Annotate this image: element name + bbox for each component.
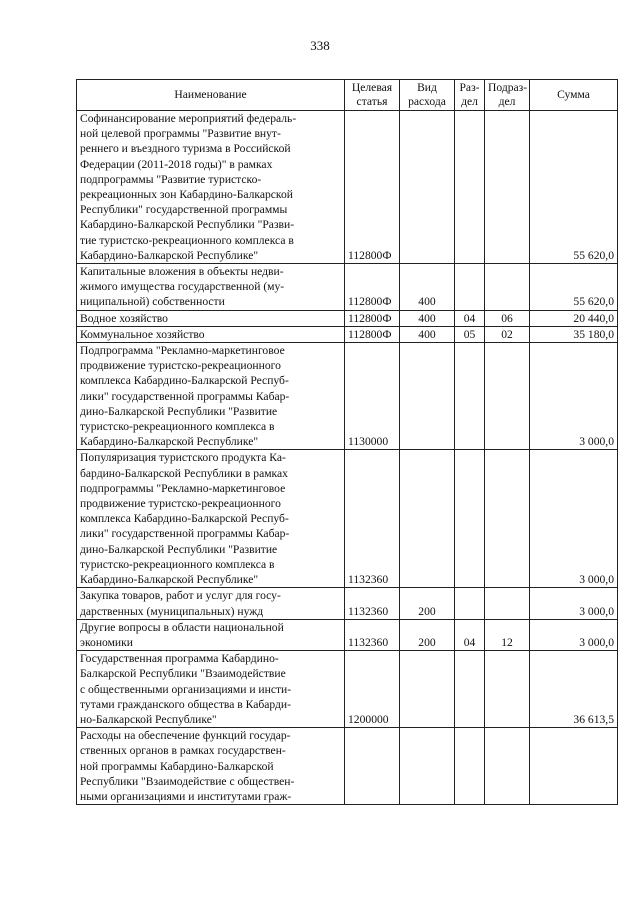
cell-subsection — [485, 651, 530, 728]
cell-subsection — [485, 343, 530, 450]
cell-sum — [530, 450, 618, 588]
cell-target — [345, 310, 400, 326]
table-row — [77, 310, 618, 326]
cell-type — [400, 264, 455, 311]
cell-sum — [530, 310, 618, 326]
cell-sum-text: 3 000,0 — [579, 573, 614, 587]
cell-subsection-text: 06 — [501, 311, 513, 325]
cell-section-text: 04 — [463, 635, 476, 649]
cell-subsection — [485, 111, 530, 264]
cell-section-text: 04 — [463, 311, 476, 325]
cell-name-text: Софинансирование мероприятий федераль- ной целевой программы "Развитие внут- реннего и въездного туризма в Российской Федерации (2011-2018 годы)" в рамках подпрограммы "Развитие туристско- рекреационных зон Кабардино-Балкарской Республики" государственной программы Кабардино-Балкарской Республики "Разви- тие туристско-рекреационного комплекса в Кабардино-Балкарской Республике" — [80, 112, 297, 262]
cell-name-text: Расходы на обеспечение функций государ- ственных органов в рамках государствен- ной программы Кабардино-Балкарской Республики "Взаимодействие с обществен- ными организациями и институтами граж- — [80, 729, 295, 803]
cell-type — [400, 310, 455, 326]
cell-sum — [530, 326, 618, 342]
cell-section — [455, 111, 485, 264]
cell-type-text: 200 — [418, 604, 436, 618]
cell-name — [77, 326, 345, 342]
cell-target-text: 1132360 — [348, 635, 389, 649]
table-header-row — [77, 80, 618, 111]
cell-type — [400, 619, 455, 650]
cell-target — [345, 651, 400, 728]
cell-name — [77, 728, 345, 805]
cell-name-text: Коммунальное хозяйство — [80, 327, 205, 341]
cell-target — [345, 588, 400, 619]
cell-subsection — [485, 326, 530, 342]
cell-type-text: 200 — [418, 635, 436, 649]
cell-type-text: 400 — [418, 327, 436, 341]
table-row — [77, 450, 618, 588]
cell-section — [455, 588, 485, 619]
table-row — [77, 728, 618, 805]
cell-name — [77, 264, 345, 311]
cell-subsection-text: 12 — [501, 635, 513, 649]
cell-type-text: 400 — [418, 311, 436, 325]
table-row — [77, 343, 618, 450]
table-row — [77, 111, 618, 264]
cell-name — [77, 619, 345, 650]
cell-sum-text: 55 620,0 — [573, 295, 614, 309]
cell-target-text: 112800Ф — [348, 311, 392, 325]
cell-section — [455, 343, 485, 450]
page-number: 338 — [310, 38, 330, 53]
cell-sum-text: 55 620,0 — [573, 248, 614, 262]
cell-sum-text: 35 180,0 — [573, 327, 614, 341]
cell-name — [77, 111, 345, 264]
cell-name-text: Водное хозяйство — [80, 311, 168, 325]
cell-target — [345, 450, 400, 588]
cell-target-text: 112800Ф — [348, 295, 392, 309]
cell-subsection — [485, 728, 530, 805]
cell-type — [400, 450, 455, 588]
cell-target — [345, 264, 400, 311]
cell-type — [400, 728, 455, 805]
cell-sum — [530, 264, 618, 311]
cell-subsection — [485, 310, 530, 326]
cell-subsection — [485, 450, 530, 588]
cell-name-text: Государственная программа Кабардино- Балкарской Республики "Взаимодействие с общественными организациями и инсти- тутами гражданского общества в Кабарди- но-Балкарской Республике" — [80, 652, 292, 726]
table-row — [77, 588, 618, 619]
header-sum: Сумма — [530, 80, 618, 111]
cell-subsection — [485, 588, 530, 619]
cell-type — [400, 111, 455, 264]
cell-target — [345, 728, 400, 805]
cell-name — [77, 588, 345, 619]
cell-sum-text: 3 000,0 — [579, 435, 614, 449]
header-type: Вид расхода — [400, 80, 455, 111]
cell-subsection — [485, 619, 530, 650]
budget-table — [76, 79, 618, 805]
cell-sum-text: 3 000,0 — [579, 635, 614, 649]
cell-section — [455, 728, 485, 805]
cell-section — [455, 326, 485, 342]
cell-type-text: 400 — [418, 295, 436, 309]
cell-name-text: Популяризация туристского продукта Ка- бардино-Балкарской Республики в рамках подпрограммы "Рекламно-маркетинговое продвижение туристско-рекреационного комплекса Кабардино-Балкарской Респуб- лики" государственной программы Кабар- дино-Балкарской Республики "Развитие туристско-рекреационного комплекса в Кабардино-Балкарской Республике" — [80, 451, 290, 587]
cell-name — [77, 310, 345, 326]
cell-target-text: 1130000 — [348, 435, 389, 449]
table-row — [77, 264, 618, 311]
cell-type — [400, 343, 455, 450]
cell-type — [400, 588, 455, 619]
cell-type — [400, 651, 455, 728]
cell-section-text: 05 — [463, 327, 476, 341]
cell-target — [345, 619, 400, 650]
header-name: Наименование — [77, 80, 345, 111]
cell-subsection — [485, 264, 530, 311]
cell-target — [345, 111, 400, 264]
cell-sum-text: 36 613,5 — [573, 712, 614, 726]
cell-sum — [530, 728, 618, 805]
cell-name — [77, 450, 345, 588]
cell-section — [455, 450, 485, 588]
cell-section — [455, 310, 485, 326]
header-section: Раз- дел — [455, 80, 485, 111]
cell-target-text: 1132360 — [348, 604, 389, 618]
cell-sum — [530, 619, 618, 650]
table-row — [77, 326, 618, 342]
cell-target-text: 1200000 — [348, 712, 389, 726]
cell-target-text: 112800Ф — [348, 248, 392, 262]
header-target: Целевая статья — [345, 80, 400, 111]
cell-name — [77, 343, 345, 450]
cell-section — [455, 651, 485, 728]
cell-section — [455, 619, 485, 650]
cell-target-text: 1132360 — [348, 573, 389, 587]
cell-name-text: Закупка товаров, работ и услуг для госу- дарственных (муниципальных) нужд — [80, 589, 281, 618]
cell-subsection-text: 02 — [501, 327, 513, 341]
cell-sum-text: 3 000,0 — [579, 604, 614, 618]
cell-sum-text: 20 440,0 — [573, 311, 614, 325]
cell-sum — [530, 111, 618, 264]
cell-name-text: Подпрограмма "Рекламно-маркетинговое продвижение туристско-рекреационного комплекса Кабардино-Балкарской Респуб- лики" государственной программы Кабар- дино-Балкарской Республики "Развитие туристско-рекреационного комплекса в Кабардино-Балкарской Республике" — [80, 344, 290, 449]
cell-sum — [530, 588, 618, 619]
header-subsection: Подраз- дел — [485, 80, 530, 111]
cell-target-text: 112800Ф — [348, 327, 392, 341]
cell-target — [345, 326, 400, 342]
cell-sum — [530, 651, 618, 728]
table-row — [77, 619, 618, 650]
cell-name — [77, 651, 345, 728]
cell-section — [455, 264, 485, 311]
cell-name-text: Другие вопросы в области национальной экономики — [80, 620, 284, 649]
cell-sum — [530, 343, 618, 450]
cell-target — [345, 343, 400, 450]
table-row — [77, 651, 618, 728]
cell-name-text: Капитальные вложения в объекты недви- жимого имущества государственной (му- ниципальной) собственности — [80, 265, 285, 309]
cell-type — [400, 326, 455, 342]
